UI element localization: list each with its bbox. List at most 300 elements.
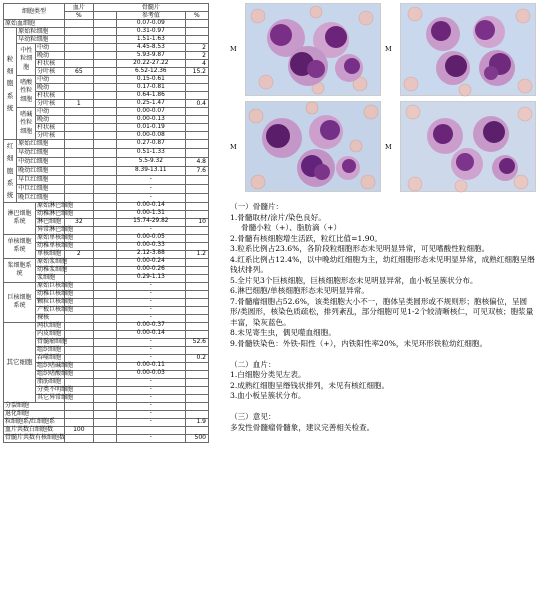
bm-blank [93,140,116,149]
blood-pct [64,258,93,266]
blood-pct [64,157,93,166]
table-row [4,166,209,175]
section3-text: 多发性骨髓瘤骨髓象，建议完善相关检查。 [230,422,375,432]
header-bone-marrow: 骨髓片 [93,4,208,12]
table-row [4,282,209,290]
bm-blank [93,226,116,234]
reference-range: 0.00-0.14 [116,330,185,338]
cell-type-name: 血片共数白细胞数 [4,426,65,434]
reference-range: - [116,394,185,402]
bone-marrow-pct: 500 [185,434,208,442]
bone-marrow-pct [185,76,208,84]
bm-blank [93,266,116,274]
table-row [4,234,209,242]
image-label-3: M [230,143,237,151]
section1-item-3: 3.粒系比例占23.6%，各阶段粒细胞形态未见明显异常，可见嗜酸性粒细胞。 [230,244,490,253]
bm-blank [93,116,116,124]
report-text [230,202,535,433]
blood-pct [64,184,93,193]
cell-type-name: 早巨红细胞 [17,175,65,184]
bone-marrow-pct [185,202,208,210]
blood-pct [64,52,93,60]
reference-range: 0.00-0.13 [116,116,185,124]
cell-type-name: 原始红细胞 [17,140,65,149]
cell-type-name: 裸核 [36,314,65,322]
header-bm-blank [93,12,116,20]
bone-marrow-pct [185,210,208,218]
cell-type-name: 中幼红细胞 [17,157,65,166]
cell-type-name: 产板巨核细胞 [37,306,74,314]
bone-marrow-pct: 1.9 [185,418,208,426]
bm-blank [93,418,116,426]
reference-range: 0.25-1.47 [116,100,185,108]
blood-pct [64,410,93,418]
cell-type-name: 内皮细胞 [36,330,65,338]
cell-type-name: 淋巴细胞 [36,218,65,226]
bone-marrow-pct [185,394,208,402]
cell-type-name: 骨髓片共数有核细胞数 [5,434,66,442]
bone-marrow-pct [185,116,208,124]
cell-type-name: 异常淋巴细胞 [37,226,74,234]
bm-blank [93,298,116,306]
bm-blank [93,92,116,100]
cell-count-table [3,3,209,443]
bone-marrow-pct [185,124,208,132]
blood-pct [64,418,93,426]
blood-pct: 32 [64,218,93,226]
cell-type-name: 晚幼 [36,52,65,60]
reference-range: - [116,226,185,234]
bm-blank [93,84,116,92]
reference-range: 0.00-0.14 [116,202,185,210]
blood-pct [64,108,93,116]
bm-blank [93,100,116,108]
cell-type-name: 中幼 [36,44,65,52]
cell-type-name: 其它异常细胞 [37,394,74,402]
bm-blank [93,402,116,410]
bone-marrow-pct [185,148,208,157]
table-row [4,44,209,52]
group-lymphocyte-system: 淋巴细胞系统 [4,202,36,234]
table-row [4,148,209,157]
reference-range: - [116,298,185,306]
bm-blank [93,338,116,346]
cell-type-name: 原始单核细胞 [37,234,74,242]
cell-type-name: 分叶核 [36,100,65,108]
bone-marrow-pct [185,36,208,44]
bone-marrow-pct: 4.8 [185,157,208,166]
reference-range: 4.45-8.53 [116,44,185,52]
reference-range: 0.07-0.09 [116,20,185,28]
reference-range [116,426,185,434]
blood-pct [64,346,93,354]
reference-range: 0.29-1.13 [116,274,185,282]
group-basophil: 嗜碱性粒细胞 [17,108,36,140]
cell-type-name: 浆细胞 [36,274,65,282]
reference-range: 0.00-0.07 [116,108,185,116]
cell-type-name: 晚巨红细胞 [17,193,65,202]
section3-title: （三）意见： [230,412,276,421]
bm-blank [93,426,116,434]
bm-blank [93,28,116,36]
bm-blank [93,322,116,330]
reference-range: 15.74-29.82 [116,218,185,226]
bm-blank [93,202,116,210]
table-row [4,193,209,202]
blood-pct [64,434,93,442]
bone-marrow-pct [185,362,208,370]
bone-marrow-pct [185,266,208,274]
bone-marrow-pct: 2 [185,52,208,60]
bm-blank [93,234,116,242]
reference-range: 0.64-1.86 [116,92,185,100]
bone-marrow-pct [185,314,208,322]
bm-blank [93,20,116,28]
blood-pct: 100 [64,426,93,434]
reference-range: - [116,193,185,202]
blood-pct [64,36,93,44]
blood-pct [64,193,93,202]
reference-range: 0.00-0.26 [116,266,185,274]
reference-range: 0.00-0.11 [116,362,185,370]
bm-blank [93,175,116,184]
blood-pct [64,44,93,52]
bm-blank [93,132,116,140]
cell-type-name: 骨髓瘤细胞 [37,338,68,346]
bone-marrow-pct [185,132,208,140]
cell-type-name: 幼稚淋巴细胞 [37,210,74,218]
bm-blank [93,250,116,258]
table-row [4,28,209,36]
bone-marrow-pct: 10 [185,218,208,226]
reference-range: 1.51-1.63 [116,36,185,44]
cell-type-name: 分类不明细胞 [37,386,74,394]
bm-blank [93,314,116,322]
blood-pct [64,330,93,338]
bone-marrow-pct [185,84,208,92]
reference-range: - [116,434,185,442]
section2-item-3: 3.血小板呈簇状分布。 [230,391,306,400]
blood-pct [64,28,93,36]
reference-range: 0.00-0.24 [116,258,185,266]
section1-item-7: 7.骨髓瘤细胞占52.6%，该类细胞大小不一，胞体呈类圆形或不规则形；胞核偏位，呈圆形/类圆形，核染色质疏松，排列紊乱，部分细胞可见1-2个较清晰核仁，可见双核；胞浆量丰富，染灰蓝色。 [230,296,534,327]
bm-blank [93,218,116,226]
bm-blank [93,157,116,166]
bm-blank [93,108,116,116]
header-blood: 血片 [64,4,93,12]
table-row [4,184,209,193]
cell-type-name: 原始巨核细胞 [37,282,74,290]
group-neutrophil: 中性粒细胞 [17,44,36,76]
blood-pct [64,76,93,84]
cell-type-name: 原始淋巴细胞 [37,202,74,210]
table-row [4,202,209,210]
blood-pct [64,148,93,157]
bone-marrow-pct [185,274,208,282]
bone-marrow-pct [185,184,208,193]
blood-pct [64,402,93,410]
table-row [4,20,209,28]
reference-range: - [116,290,185,298]
table-row [4,36,209,44]
bone-marrow-pct: 0.2 [185,354,208,362]
cell-type-name: 颗粒巨核细胞 [37,298,74,306]
bm-blank [93,330,116,338]
header-blood-pct: % [64,12,93,20]
bm-blank [93,242,116,250]
bm-blank [93,258,116,266]
cell-type-name: 中巨红细胞 [17,184,65,193]
cell-type-name: 杆状核 [36,60,65,68]
bone-marrow-pct [185,282,208,290]
bm-blank [93,362,116,370]
bm-blank [93,290,116,298]
blood-pct [64,60,93,68]
bone-marrow-pct [185,175,208,184]
bone-marrow-pct [185,28,208,36]
group-plasma-system: 浆细胞系统 [4,258,36,282]
cell-type-name: 组织嗜碱细胞 [37,362,74,370]
reference-range: 0.00-0.33 [116,242,185,250]
blood-pct: 2 [64,250,93,258]
cell-type-name: 原始粒细胞 [17,28,65,36]
bm-blank [93,124,116,132]
reference-range: - [116,346,185,354]
bm-blank [93,193,116,202]
bone-marrow-pct [185,370,208,378]
reference-range: 8.39-13.11 [116,166,185,175]
bm-blank [93,148,116,157]
reference-range: - [116,184,185,193]
reference-range: - [116,378,185,386]
reference-range: 0.17-0.81 [116,84,185,92]
bm-blank [93,68,116,76]
bm-blank [93,386,116,394]
bone-marrow-pct [185,242,208,250]
section2-title: （二）血片： [230,359,276,369]
bm-blank [93,394,116,402]
bone-marrow-pct: 15.2 [185,68,208,76]
cell-type-name: 分叶核 [36,132,65,140]
cell-type-name: 网状细胞 [36,322,65,330]
section1-item-8: 8.未见寄生虫，偶见噬血细胞。 [230,328,336,337]
blood-pct [64,140,93,149]
cell-type-name: 晚幼 [36,116,65,124]
image-label-1: M [230,45,237,53]
bone-marrow-pct [185,140,208,149]
bone-marrow-pct [185,426,208,434]
cell-type-name: 原始血细胞 [4,20,65,28]
micrograph-3 [245,101,381,192]
reference-range: - [116,282,185,290]
bm-blank [93,282,116,290]
bm-blank [93,166,116,175]
bone-marrow-pct [185,298,208,306]
header-row [4,4,209,12]
bm-blank [93,52,116,60]
table-row [4,108,209,116]
bm-blank [93,76,116,84]
reference-range: - [116,410,185,418]
group-other-cells: 其它细胞 [4,322,36,402]
reference-range: 0.27-0.87 [116,140,185,149]
reference-range: - [116,314,185,322]
reference-range: 20.22-27.22 [116,60,185,68]
blood-pct [64,314,93,322]
reference-range: - [116,354,185,362]
group-monocyte-system: 单核细胞系统 [4,234,36,258]
blood-pct [64,20,93,28]
bone-marrow-pct [185,330,208,338]
blood-pct [64,322,93,330]
reference-range: 0.00-0.03 [116,370,185,378]
bm-blank [93,274,116,282]
group-erythroid-system: 红细胞系统 [4,140,17,203]
cell-type-name: 杆状核 [36,124,65,132]
bone-marrow-pct [185,193,208,202]
header-bm-pct: % [185,12,208,20]
micrograph-2 [400,3,536,96]
bm-blank [93,184,116,193]
reference-range: 2.12-3.88 [116,250,185,258]
reference-range: 0.00-0.08 [116,132,185,140]
reference-range: 0.01-0.19 [116,124,185,132]
reference-range: 5.93-9.87 [116,52,185,60]
bone-marrow-pct [185,226,208,234]
bm-blank [93,354,116,362]
table-row [4,175,209,184]
blood-pct [64,116,93,124]
blood-pct [64,338,93,346]
blood-pct [64,92,93,100]
bone-marrow-pct [185,306,208,314]
section1-item-6: 6.淋巴细胞/单核细胞形态未见明显异常。 [230,286,369,295]
bone-marrow-pct [185,322,208,330]
reference-range: 5.5-9.32 [116,157,185,166]
table-row [4,322,209,330]
bm-blank [93,378,116,386]
cell-type-name: 幼稚巨核细胞 [37,290,74,298]
bone-marrow-pct: 52.6 [185,338,208,346]
micrograph-1 [245,3,381,96]
table-row [4,402,209,410]
bm-blank [93,36,116,44]
table-row [4,76,209,84]
bone-marrow-pct [185,20,208,28]
bone-marrow-pct [185,386,208,394]
reference-range: - [116,386,185,394]
group-megakaryocyte-system: 巨核细胞系统 [4,282,36,322]
bone-marrow-pct [185,402,208,410]
reference-range: - [116,338,185,346]
cell-type-name: 退化细胞 [4,410,65,418]
cell-type-name: 脂肪细胞 [36,378,65,386]
cell-type-name: 早幼红细胞 [17,148,65,157]
group-granulocyte-system: 粒细胞系统 [4,28,17,140]
section2-item-1: 1.白细胞分类见左表。 [230,370,306,379]
cell-type-name: 早幼粒细胞 [17,36,65,44]
bm-blank [93,346,116,354]
cell-type-name: 幼稚单核细胞 [37,242,74,250]
section1-item-5: 5.全片见3个巨核细胞，巨核细胞形态未见明显异常，血小板呈簇状分布。 [230,275,478,285]
cell-type-name: 杆状核 [36,92,65,100]
section1-item-9: 9.骨髓铁染色：外铁-阳性（+），内铁阳性率20%，未见环形铁粒幼红细胞。 [230,338,488,348]
section1-item-1b: 骨髓小粒（+）、脂肪滴（+） [241,223,342,232]
cell-type-name: 分叶核 [36,68,65,76]
bm-blank [93,370,116,378]
section1-title: （一）骨髓片： [230,202,284,211]
blood-pct [64,266,93,274]
table-row [4,157,209,166]
section2-item-2: 2.成熟红细胞呈缗钱状排列，未见有核红细胞。 [230,380,390,390]
reference-range: - [116,402,185,410]
bone-marrow-pct: 2 [185,44,208,52]
bm-blank [93,306,116,314]
micrograph-4 [400,101,536,192]
cell-type-name: 分裂细胞 [4,402,65,410]
bone-marrow-pct: 0.4 [185,100,208,108]
bone-marrow-pct [185,258,208,266]
header-cell-type: 细胞类型 [4,4,65,20]
bone-marrow-pct [185,290,208,298]
bm-blank [93,60,116,68]
bone-marrow-pct [185,92,208,100]
cell-type-name: 晚幼红细胞 [17,166,65,175]
table-row [4,434,209,442]
reference-range: - [116,418,185,426]
reference-range: 0.31-0.97 [116,28,185,36]
cell-type-name: 组织细胞 [36,346,65,354]
table-row [4,140,209,149]
cell-type-name: 中幼 [36,76,65,84]
group-eosinophil: 嗜酸性粒细胞 [17,76,36,108]
reference-range: 0.51-1.33 [116,148,185,157]
cell-type-name: 中幼 [36,108,65,116]
reference-range: 0.00-0.37 [116,322,185,330]
cell-type-name: 粒细胞系/红细胞系 [4,418,65,426]
bm-blank [93,44,116,52]
bm-blank [93,210,116,218]
bone-marrow-pct [185,234,208,242]
bone-marrow-pct: 1.2 [185,250,208,258]
reference-range: 6.52-12.36 [116,68,185,76]
bone-marrow-pct: 7.6 [185,166,208,175]
cell-type-name: 原始浆细胞 [37,258,68,266]
reference-range: 0.00-1.31 [116,210,185,218]
blood-pct [64,166,93,175]
bone-marrow-pct [185,410,208,418]
reference-range: - [116,175,185,184]
header-reference: 参考值 [116,12,185,20]
bone-marrow-pct [185,108,208,116]
cell-type-name: 组织嗜酸细胞 [37,370,74,378]
bone-marrow-pct [185,346,208,354]
image-label-2: M [385,45,392,53]
blood-pct [64,124,93,132]
cell-type-name: 单核细胞 [36,250,65,258]
blood-pct: 65 [64,68,93,76]
blood-pct [64,84,93,92]
image-label-4: M [385,143,392,151]
section1-item-4: 4.红系比例占12.4%，以中晚幼红细胞为主，幼红细胞形态未见明显异常，成熟红细胞呈缗钱状排列。 [230,254,535,274]
bone-marrow-pct: 4 [185,60,208,68]
reference-range: - [116,306,185,314]
cell-type-name: 晚幼 [36,84,65,92]
bm-blank [93,434,116,442]
reference-range: 0.00-0.05 [116,234,185,242]
blood-pct [64,175,93,184]
section1-item-2: 2.骨髓有核细胞增生活跃，粒红比值=1.90。 [230,233,383,243]
